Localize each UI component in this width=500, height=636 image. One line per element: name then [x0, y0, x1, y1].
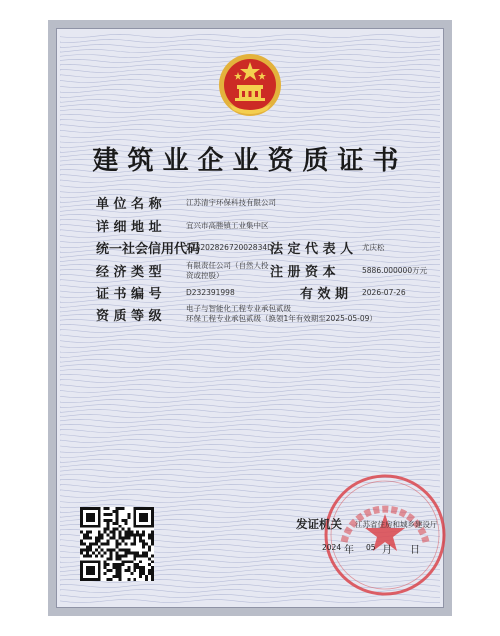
econ-type-label: 经 济 类 型 — [96, 265, 162, 280]
reg-capital-label: 注 册 资 本 — [270, 265, 336, 280]
official-seal-icon — [322, 472, 448, 598]
national-emblem-icon — [217, 52, 283, 118]
guilloche-line — [60, 434, 440, 437]
guilloche-line — [60, 454, 440, 457]
address-value: 宜兴市高塍镇工业集中区 — [186, 221, 269, 230]
issuer-label: 发证机关 — [296, 517, 342, 531]
guilloche-line — [60, 444, 440, 447]
validity-value: 2026-07-26 — [362, 288, 406, 297]
guilloche-line — [60, 429, 440, 432]
guilloche-line — [60, 129, 440, 132]
company-name-value: 江苏清宇环保科技有限公司 — [186, 198, 276, 207]
qualification-label: 资 质 等 级 — [96, 309, 162, 324]
legal-rep-value: 尤庆松 — [362, 243, 385, 252]
guilloche-line — [60, 384, 440, 387]
guilloche-line — [60, 369, 440, 372]
issue-year-label: 年 — [344, 545, 354, 556]
validity-label: 有 效 期 — [300, 287, 349, 302]
guilloche-line — [60, 349, 440, 352]
guilloche-line — [60, 334, 440, 337]
guilloche-line — [60, 419, 440, 422]
issue-month-label: 月 — [382, 545, 392, 556]
guilloche-line — [60, 394, 440, 397]
qr-code[interactable] — [80, 507, 154, 581]
credit-code-value: 91320282672002834D — [186, 243, 273, 252]
guilloche-line — [60, 364, 440, 367]
issue-day-label: 日 — [410, 545, 420, 556]
guilloche-line — [60, 389, 440, 392]
guilloche-line — [60, 374, 440, 377]
econ-type-value-line2: 资或控股） — [186, 271, 224, 280]
guilloche-line — [60, 124, 440, 127]
issuer-value: 江苏省住房和城乡建设厅 — [355, 520, 438, 529]
guilloche-line — [60, 359, 440, 362]
issue-year: 2024 — [322, 543, 342, 552]
guilloche-line — [60, 379, 440, 382]
legal-rep-label: 法 定 代 表 人 — [270, 242, 354, 257]
guilloche-line — [60, 404, 440, 407]
cert-no-label: 证 书 编 号 — [96, 287, 162, 302]
guilloche-line — [60, 344, 440, 347]
guilloche-line — [60, 414, 440, 417]
certificate-title: 建筑业企业资质证书 — [92, 146, 408, 176]
cert-no-value: D232391998 — [186, 288, 235, 297]
guilloche-line — [60, 39, 440, 42]
guilloche-line — [60, 354, 440, 357]
issue-month: 05 — [366, 543, 376, 552]
guilloche-line — [60, 424, 440, 427]
guilloche-line — [60, 339, 440, 342]
qualification-value-line1: 电子与智能化工程专业承包贰级 — [186, 304, 291, 313]
guilloche-line — [60, 449, 440, 452]
guilloche-line — [60, 44, 440, 47]
guilloche-line — [60, 179, 440, 182]
guilloche-line — [60, 329, 440, 332]
guilloche-line — [60, 134, 440, 137]
guilloche-line — [60, 464, 440, 467]
guilloche-line — [60, 459, 440, 462]
credit-code-label: 统一社会信用代码 — [96, 242, 201, 257]
guilloche-line — [60, 439, 440, 442]
econ-type-value-line1: 有限责任公司（自然人投 — [186, 261, 269, 270]
address-label: 详 细 地 址 — [96, 220, 162, 235]
guilloche-line — [60, 119, 440, 122]
guilloche-line — [60, 399, 440, 402]
guilloche-line — [60, 409, 440, 412]
guilloche-line — [60, 599, 440, 602]
qualification-value-line2: 环保工程专业承包贰级（换领1年有效期至2025-05-09） — [186, 314, 377, 323]
guilloche-line — [60, 324, 440, 327]
guilloche-line — [60, 184, 440, 187]
reg-capital-value: 5886.000000万元 — [362, 266, 428, 275]
company-name-label: 单 位 名 称 — [96, 197, 162, 212]
guilloche-line — [60, 34, 440, 37]
